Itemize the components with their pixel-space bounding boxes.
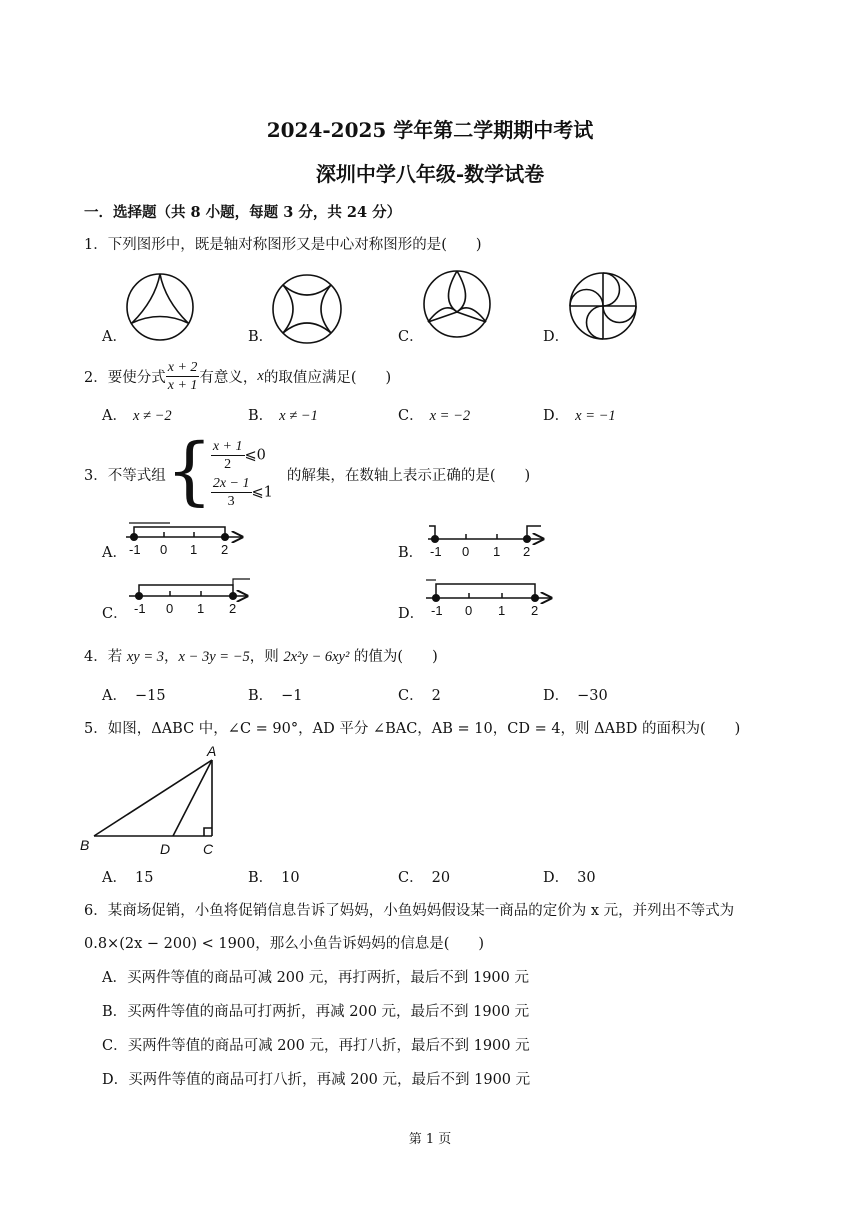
q3-option-d: D． [398,606,425,622]
exam-subtitle: 深圳中学八年级-数学试卷 [315,162,545,186]
q3-line-c [129,579,250,616]
q3-option-c: C． [102,606,128,622]
vertex-d-label: D [160,841,171,857]
q3-line-a-ticks [129,542,228,557]
q3-ineq2-num: 2x − 1 [212,476,250,491]
q2-option-a [102,404,172,425]
tick-label: -1 [431,603,443,618]
q2-option-a-label: A． [102,408,127,424]
q4-option-b [248,684,303,705]
q1-stem: 1．下列图形中，既是轴对称图形又是中心对称图形的是( ) [84,237,482,253]
q3-line-a [126,523,242,557]
q2-option-c-label: C． [398,408,424,424]
q3-ineq1-num: x + 1 [212,439,243,454]
q3-line-d-ticks [431,603,538,618]
exam-title: 2024-2025 学年第二学期期中考试 [266,118,594,142]
q2-option-c-value: x = −2 [429,408,471,424]
tick-label: -1 [134,601,146,616]
tick-label: 1 [197,601,205,616]
q4-stem [84,645,438,666]
page-number: 第 1 页 [408,1132,452,1147]
q2-frac-num: x + 2 [167,359,198,375]
q5-option-d-value: 30 [577,870,596,886]
q6-option-c: C．买两件等值的商品可减 200 元，再打八折，最后不到 1900 元 [102,1038,530,1054]
q4-cond2: x − 3y = −5 [178,649,250,665]
q1-option-a: A． [102,329,127,345]
q3-option-a: A． [102,545,127,561]
q5-option-d-label: D． [543,870,570,886]
tick-label: 0 [166,601,174,616]
q2-fraction [166,359,200,394]
q5-option-c-label: C． [398,870,424,886]
tick-label: 0 [160,542,168,557]
q3-stem [84,428,531,514]
q6-option-d: D．买两件等值的商品可打八折，再减 200 元，最后不到 1900 元 [102,1072,531,1088]
q3-suffix: 的解集，在数轴上表示正确的是( ) [286,467,531,484]
q3-ineq1-den: 2 [224,457,232,472]
q2-option-d-value: x = −1 [575,408,616,424]
tick-label: -1 [430,544,442,559]
q1-option-b: B． [248,329,274,345]
q3-ineq1-rel: ⩽0 [244,447,266,464]
q5-triangle [0,740,260,860]
q1-figure-b [273,275,341,343]
tick-label: 1 [498,603,506,618]
q2-suffix-a: 有意义， [199,369,258,386]
q1-figure-a [127,274,193,340]
q5-option-c-value: 20 [431,870,451,886]
q4-prefix: 4．若 [84,649,127,665]
q6-line1: 6．某商场促销，小鱼将促销信息告诉了妈妈，小鱼妈妈假设某一商品的定价为 x 元，并列出不等式为 [84,903,735,919]
q5-option-a-label: A． [102,870,127,886]
q3-option-b: B． [398,545,424,561]
q2-option-a-value: x ≠ −2 [132,408,172,424]
q4-option-c [398,684,441,705]
q4-option-b-label: B． [248,688,274,704]
q2-suffix-b: 的取值应满足( ) [263,369,392,386]
tick-label: 0 [462,544,470,559]
q4-suffix: 的值为( ) [349,649,438,665]
vertex-c-label: C [203,841,214,857]
q4-option-a-value: −15 [134,688,166,704]
q1-figures [0,0,860,360]
q3-brace: { [165,428,213,514]
tick-label: 2 [523,544,531,559]
q5-option-d [543,866,596,887]
q3-line-c-ticks [134,601,236,616]
section-heading: 一．选择题（共 8 小题，每题 3 分，共 24 分） [84,204,402,221]
q5-stem: 5．如图，ΔABC 中，∠C = 90°，AD 平分 ∠BAC，AB = 10，CD = 4，则 ΔABD 的面积为( ) [84,721,741,737]
q5-option-a-value: 15 [134,870,154,886]
q3-ineq2 [211,475,273,510]
vertex-a-label: A [207,743,217,759]
q1-option-d: D． [543,329,570,345]
q4-option-d-value: −30 [577,688,608,704]
q4-option-a-label: A． [102,688,127,704]
q4-option-c-label: C． [398,688,424,704]
q2-option-d-label: D． [543,408,570,424]
q3-ineq1 [211,438,273,473]
q3-line-b-ticks [430,544,530,559]
q5-option-b-label: B． [248,870,274,886]
vertex-b-label: B [80,837,90,853]
q2-stem [84,355,391,397]
tick-label: 2 [229,601,237,616]
q4-option-d-label: D． [543,688,570,704]
q6-option-b: B．买两件等值的商品可打两折，再减 200 元，最后不到 1900 元 [102,1004,530,1020]
q4-option-c-value: 2 [431,688,441,704]
q5-option-b [248,866,300,887]
tick-label: 2 [531,603,539,618]
q2-option-d [543,404,616,425]
tick-label: -1 [129,542,141,557]
q2-option-b [248,404,318,425]
q5-option-c [398,866,450,887]
q4-sep: ， [164,649,179,665]
q4-option-d [543,684,608,705]
q6-option-a: A．买两件等值的商品可减 200 元，再打两折，最后不到 1900 元 [102,970,529,986]
q5-option-a [102,866,153,887]
tick-label: 0 [465,603,473,618]
q3-system [211,438,273,510]
q4-option-a [102,684,166,705]
q2-option-b-value: x ≠ −1 [279,408,318,424]
q3-line-d [426,580,551,618]
q4-expr: 2x²y − 6xy² [283,649,350,665]
q1-figure-d [570,273,636,339]
q4-cond1: xy = 3 [126,649,164,665]
q1-figure-c [424,271,490,337]
tick-label: 2 [221,542,229,557]
q5-option-b-value: 10 [281,870,300,886]
q6-line2: 0.8×(2x − 200) < 1900，那么小鱼告诉妈妈的信息是( ) [84,936,485,952]
tick-label: 1 [493,544,501,559]
q2-var: x [257,367,264,384]
q2-option-c [398,404,470,425]
q4-option-b-value: −1 [281,688,303,704]
q3-line-b [428,526,543,559]
q3-ineq2-den: 3 [227,494,235,509]
q3-ineq2-rel: ⩽1 [251,484,273,501]
q3-prefix: 3．不等式组 [84,467,166,484]
q3-number-lines [0,510,860,630]
q2-option-b-label: B． [248,408,274,424]
tick-label: 1 [190,542,198,557]
q2-frac-den: x + 1 [167,377,198,393]
q4-mid: ，则 [249,649,284,665]
q1-option-c: C． [398,329,424,345]
q2-prefix: 2．要使分式 [84,369,166,386]
